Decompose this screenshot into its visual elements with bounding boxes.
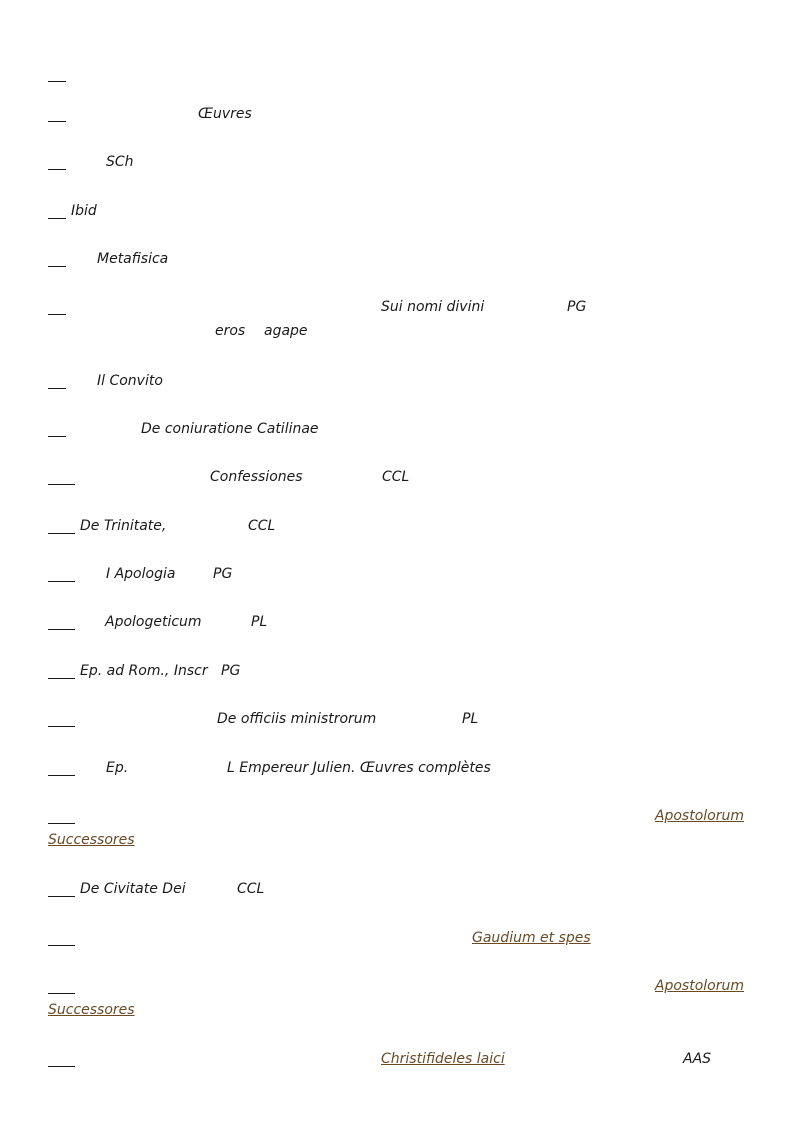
footnote-marker [48, 758, 75, 776]
footnote-marker [48, 249, 66, 267]
footnote [48, 1049, 744, 1097]
footnote-marker [48, 104, 66, 122]
footnote-source: PL [462, 711, 479, 727]
footnote-source: CCL [248, 518, 276, 534]
footnote-marker [48, 297, 66, 315]
footnote-source: PG [221, 663, 241, 679]
footnote-title: Metafisica [97, 251, 169, 267]
footnote-marker [48, 1049, 75, 1067]
footnote-marker [48, 516, 75, 534]
footnote-source: AAS [683, 1051, 712, 1067]
footnote-link[interactable]: Gaudium et spes [472, 930, 591, 946]
footnote-source: CCL [382, 469, 410, 485]
footnote-title: De Trinitate, [80, 518, 167, 534]
footnote [48, 806, 744, 854]
footnote [48, 709, 744, 757]
footnote-title: Ep. ad Rom., Inscr [80, 663, 208, 679]
footnote-ref: Ep. [106, 760, 129, 776]
footnote-marker [48, 976, 75, 994]
footnote-marker [48, 467, 75, 485]
footnote [48, 419, 744, 467]
footnote-marker [48, 928, 75, 946]
footnote [48, 297, 744, 345]
footnote-source: PG [567, 299, 587, 315]
footnote [48, 661, 744, 709]
footnote-source: SCh [106, 154, 134, 170]
footnote-marker [48, 201, 66, 219]
footnote-title: De Civitate Dei [80, 881, 186, 897]
footnote-link[interactable]: Successores [48, 1002, 135, 1018]
footnote-link[interactable]: Successores [48, 832, 135, 848]
footnote [48, 564, 744, 612]
footnote [48, 467, 744, 515]
footnote-title: De officiis ministrorum [217, 711, 377, 727]
footnote-marker [48, 806, 75, 824]
footnote [48, 516, 744, 564]
footnote-marker [48, 419, 66, 437]
footnote-link[interactable]: Apostolorum [654, 978, 744, 994]
footnote-link[interactable]: Apostolorum [654, 808, 744, 824]
footnote-title: Il Convito [97, 373, 163, 389]
footnote [48, 201, 744, 249]
footnote-marker [48, 879, 75, 897]
footnote-marker [48, 661, 75, 679]
footnote-source: PG [213, 566, 233, 582]
footnote-term: agape [264, 323, 308, 339]
footnote [48, 612, 744, 660]
footnote-title: De coniuratione Catilinae [141, 421, 319, 437]
footnote [48, 249, 744, 297]
footnote [48, 928, 744, 976]
footnote-source: PL [251, 614, 268, 630]
footnote [48, 976, 744, 1024]
footnote-title: L Empereur Julien. Œuvres complètes [227, 760, 491, 776]
footnote-marker [48, 709, 75, 727]
footnote-title: Œuvres [198, 106, 252, 122]
footnote-marker [48, 152, 66, 170]
footnote-source: CCL [237, 881, 265, 897]
footnote [48, 152, 744, 200]
footnote-marker [48, 371, 66, 389]
footnote [48, 758, 744, 806]
footnote-ref: Ibid [71, 203, 97, 219]
footnote-title: I Apologia [106, 566, 176, 582]
footnote [48, 104, 744, 152]
footnote-term: eros [215, 323, 246, 339]
footnote-marker [48, 612, 75, 630]
footnote [48, 879, 744, 927]
footnote-title: Apologeticum [105, 614, 202, 630]
footnote-title: Confessiones [210, 469, 303, 485]
footnote-marker [48, 564, 75, 582]
footnote-marker [48, 64, 66, 82]
footnote [48, 371, 744, 419]
footnote-link[interactable]: Christifideles laici [381, 1051, 505, 1067]
footnote-title: Sui nomi divini [381, 299, 485, 315]
